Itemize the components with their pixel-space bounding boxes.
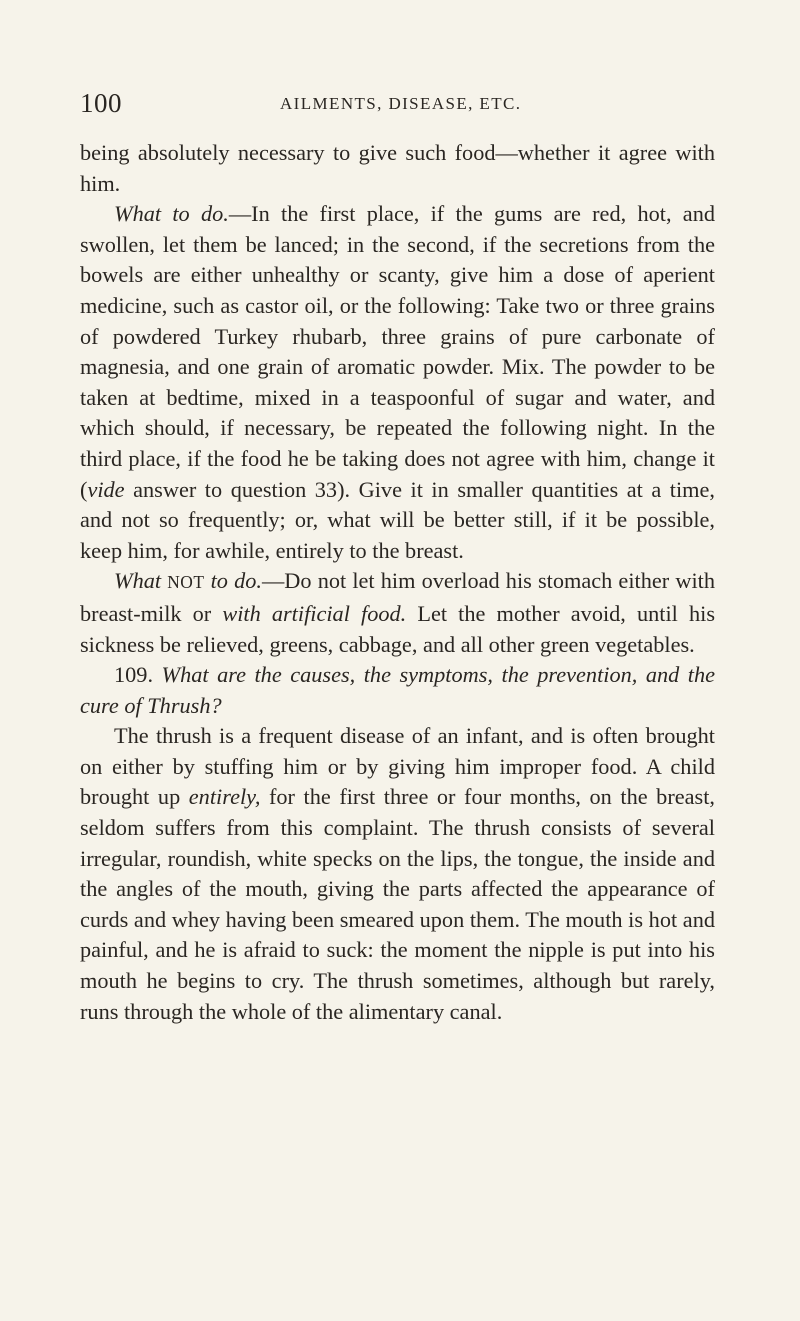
vide-reference: vide	[87, 476, 125, 502]
paragraph-what-to-do: What to do.—In the first place, if the gums are red, hot, and swollen, let them be lanced; in the second, if the secretions from the bowels are either unhealthy or scanty, give him a dose of aperient medicine, such as castor oil, or the following: Take two or three grains of powdered Turkey rhubarb, three grains of pure carbonate of magnesia, and one grain of aromatic powder. Mix. The powder to be taken at bedtime, mixed in a teaspoonful of sugar and water, and which should, if necessary, be repeated the following night. In the third place, if the food he be taking does not agree with him, change it (vide answer to question 33). Give it in smaller quantities at a time, and not so frequently; or, what will be better still, if it be possible, keep him, for awhile, entirely to the breast.	[80, 201, 715, 563]
running-title: AILMENTS, DISEASE, ETC.	[280, 94, 522, 113]
running-head	[80, 88, 715, 124]
what-not-heading-end: to do.	[204, 568, 262, 594]
artificial-food-emphasis: with artificial food.	[222, 600, 407, 626]
what-not-heading-start: What	[114, 568, 168, 594]
question-109	[80, 660, 715, 721]
paragraph-continuation: being absolutely necessary to give such food—whether it agree with him.	[80, 140, 715, 196]
question-text: What are the causes, the symptoms, the prevention, and the cure of Thrush?	[80, 662, 716, 718]
paragraph-thrush: The thrush is a frequent disease of an infant, and is often brought on either by stuffing him or by giving him improper food. A child brought up entirely, for the first three or four months, on the breast, seldom suffers from this complaint. The thrush consists of several irregular, roundish, white specks on the lips, the tongue, the inside and the angles of the mouth, giving the parts affected the appearance of curds and whey having been smeared upon them. The mouth is hot and painful, and he is afraid to suck: the moment the nipple is put into his mouth he begins to cry. The thrush sometimes, although but rarely, runs through the whole of the alimentary canal.	[80, 723, 715, 1024]
paragraph-what-not-to-do: What NOT to do.—Do not let him overload his stomach either with breast-milk or with artificial food. Let the mother avoid, until his sickness be relieved, greens, cabbage, and all other green vegetables.	[80, 568, 715, 657]
page-number: 100	[80, 88, 122, 118]
entirely-emphasis: entirely,	[188, 784, 261, 810]
what-to-do-heading: What to do.	[114, 201, 229, 227]
what-not-heading-not: NOT	[167, 573, 205, 593]
question-number: 109.	[114, 662, 162, 688]
body-text	[80, 138, 715, 1027]
book-page	[80, 88, 715, 1027]
